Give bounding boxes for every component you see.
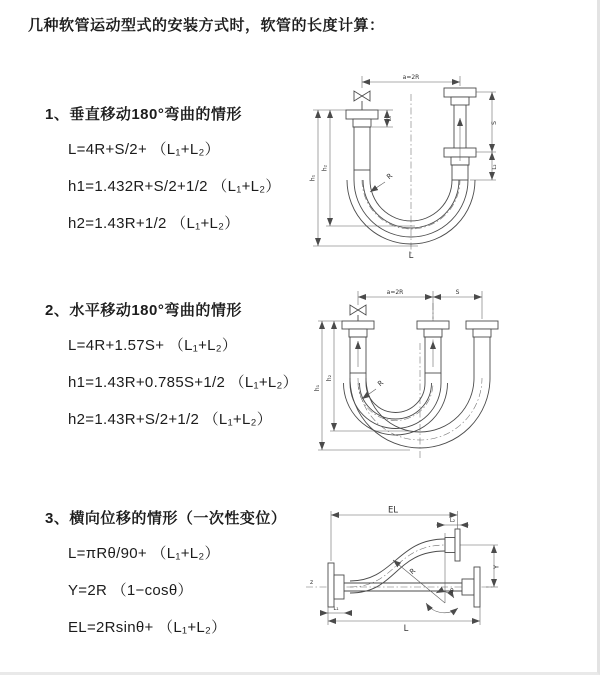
dimension-l — [328, 607, 480, 634]
radius-label: R — [385, 171, 395, 182]
dim-label-s: S — [455, 289, 460, 296]
hose-bend-position1 — [344, 373, 448, 435]
dim-label-l2: L₂ — [449, 518, 456, 524]
formula-line: Y=2R （1−cosθ） — [68, 582, 193, 599]
dim-label-l2: L₂ — [492, 164, 498, 170]
formula-line: h1=1.43R+0.785S+1/2 （L₁+L₂） — [68, 374, 298, 391]
formula-line: h2=1.43R+1/2 （L₁+L₂） — [68, 215, 240, 232]
dim-label-l1: L₁ — [333, 606, 339, 612]
dimension-s — [433, 289, 482, 297]
flange-right-moved — [466, 321, 498, 343]
dim-label-l1: L₁ — [387, 115, 393, 122]
diagram-horizontal-movement — [310, 283, 600, 463]
radius-label: R — [408, 566, 418, 577]
formula-line: h1=1.432R+S/2+1/2 （L₁+L₂） — [68, 178, 281, 195]
flange-top-displaced — [445, 529, 460, 561]
dimension-a2r — [362, 74, 460, 88]
dimension-h1 — [310, 110, 419, 246]
section-3 — [45, 507, 286, 653]
section-1 — [45, 103, 281, 249]
dim-label-a2r: a=2R — [386, 289, 404, 296]
dim-label-h1: h₁ — [314, 384, 321, 392]
braided-hose-right — [452, 165, 468, 180]
dim-label-h2: h₂ — [326, 374, 333, 382]
flange-right-original — [462, 567, 480, 607]
section-2 — [45, 299, 298, 445]
valve-icon — [354, 91, 370, 110]
dimension-s — [476, 92, 498, 152]
angle-label: θ — [450, 588, 454, 595]
radius-label: R — [376, 378, 386, 389]
datum-mark: z — [310, 579, 314, 586]
dimension-l2 — [436, 518, 469, 525]
dimension-l1 — [320, 606, 352, 613]
formula-line: EL=2Rsinθ+ （L₁+L₂） — [68, 619, 227, 636]
movement-arrow — [358, 341, 433, 367]
dim-label-s: S — [491, 121, 498, 125]
flange-left — [328, 563, 344, 607]
formula-line: L=4R+S/2+ （L₁+L₂） — [68, 141, 220, 158]
flange-left — [346, 110, 378, 127]
radius-callout — [370, 172, 394, 192]
dim-label-l: L — [403, 624, 409, 634]
braided-hose-left — [354, 127, 370, 170]
dim-label-el: EL — [387, 505, 399, 516]
dimension-el — [331, 506, 458, 562]
formula-line: L=πRθ/90+ （L₁+L₂） — [68, 545, 220, 562]
flange-middle — [417, 321, 449, 337]
dimension-h2 — [326, 321, 410, 431]
section-3-heading: 3、横向位移的情形（一次性变位） — [45, 510, 287, 527]
dimension-h1 — [314, 321, 410, 450]
dim-label-y: Y — [492, 564, 501, 570]
formula-line: L=4R+1.57S+ （L₁+L₂） — [68, 337, 238, 354]
section-1-heading: 1、垂直移动180°弯曲的情形 — [45, 106, 242, 123]
diagram-vertical-movement — [300, 66, 592, 262]
dim-label-h2: h₂ — [321, 164, 329, 172]
radius-callout — [362, 379, 385, 399]
dim-label-h1: h₁ — [309, 174, 317, 182]
flange-left — [342, 321, 374, 337]
page-title: 几种软管运动型式的安装方式时，软管的长度计算： — [28, 17, 385, 34]
dimension-a2r — [358, 289, 482, 319]
diagram-lateral-displacement — [298, 503, 600, 643]
s-curve-hose — [350, 539, 445, 593]
formula-line: h2=1.43R+S/2+1/2 （L₁+L₂） — [68, 411, 273, 428]
dim-label-a2r: a=2R — [402, 74, 420, 81]
length-label: L — [408, 251, 414, 261]
section-2-heading: 2、水平移动180°弯曲的情形 — [45, 302, 242, 319]
valve-icon — [350, 305, 366, 321]
